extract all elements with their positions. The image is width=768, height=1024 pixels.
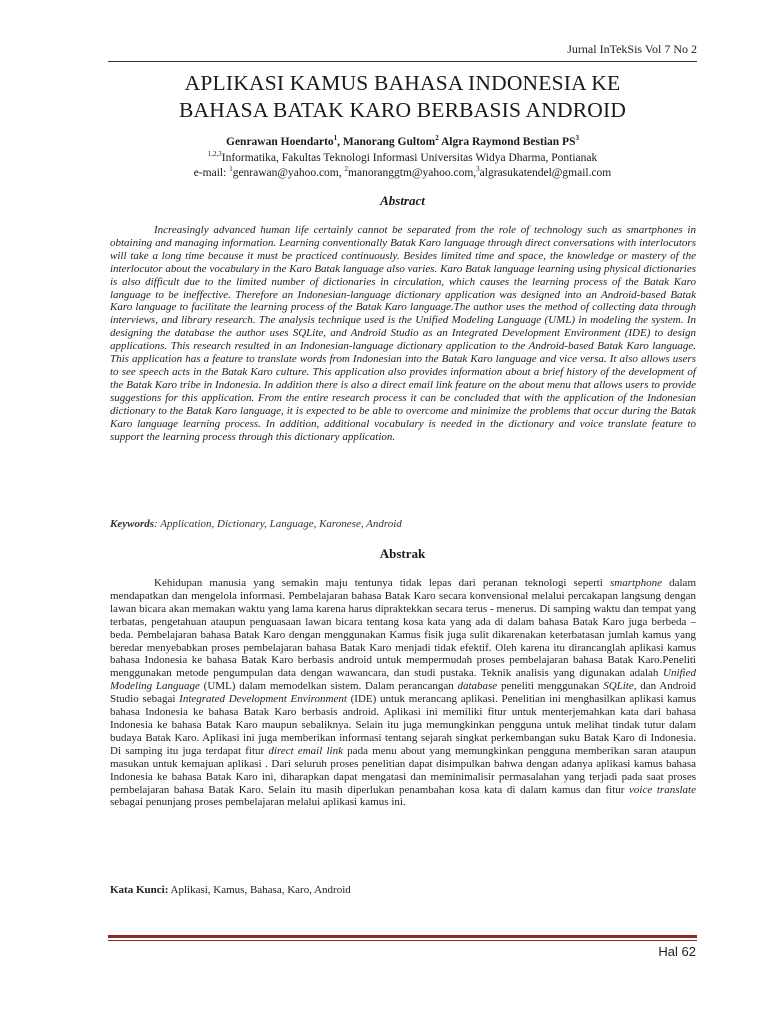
author-emails <box>108 167 697 179</box>
paper-title <box>108 70 697 124</box>
abstract-paragraph: Increasingly advanced human life certainly cannot be separated from the role of technology such as smartphones in obtaining and managing information. Learning conventionally Batak Karo language through direct conversations with interlocutors will take a long time because it must be practiced continuously. Besides limited time and space, the knowledge or mastery of the interlocutor about the vocabulary in the Karo Batak language also varies. Karo Batak language learning using physical dictionaries is also difficult due to the limited number of dictionaries in circulation, which causes the learning process of the Batak Karo language to be ineffective. Therefore an Indonesian-language dictionary application was designed into an Android-based Batak Karo language to facilitate the learning process of the Batak Karo language.The author uses the method of collecting data through interviews, and library research. The analysis technique used is the Unified Modeling Language (UML) in modeling the system. In designing the database the author uses SQLite, and Android Studio as an Integrated Development Environment (IDE) to design applications. This research resulted in an Indonesian-language dictionary application to the Android-based Batak Karo language. This application has a feature to translate words from Indonesian into the Batak Karo language and vice versa. It also allows users to see speech acts in the Batak Karo culture. This application also provides information about a brief history of the development of the Batak Karo tribe in Indonesia. In addition there is also a direct email link feature on the about menu that allows users to provide suggestions for this application. From the entire research process it can be concluded that with the application of the Indonesian dictionary to the Batak Karo language, it is expected to be able to overcome and minimize the problems that occur during the Batak Karo language learning process. In addition, additional vocabulary is needed in the dictionary and voice translate feature to support the learning process through this dictionary application. <box>110 224 696 443</box>
abstrak-term-uml: Unified Modeling Language <box>110 667 696 693</box>
author-1-sup: 1 <box>333 134 338 143</box>
abstrak-term-database: database <box>457 680 498 693</box>
email-1-sup: 1 <box>229 165 233 174</box>
page-number: Hal 62 <box>658 944 696 959</box>
title-line-1: APLIKASI KAMUS BAHASA INDONESIA KE <box>184 71 621 95</box>
abstrak-text-5: , dan Android Studio sebagai <box>110 680 696 706</box>
email-1: genrawan@yahoo.com, <box>232 167 345 179</box>
title-line-2: BAHASA BATAK KARO BERBASIS ANDROID <box>178 98 627 122</box>
author-1: Genrawan Hoendarto <box>226 136 334 148</box>
author-2: , Manorang Gultom <box>337 136 436 148</box>
abstrak-term-voice-translate: voice translate <box>629 783 696 796</box>
footer-rule-thick <box>108 935 697 938</box>
email-3-sup: 3 <box>476 165 480 174</box>
author-3-sup: 3 <box>575 134 579 143</box>
affiliation-sup: 1,2,3 <box>207 150 222 159</box>
footer-rule-thin <box>108 940 697 941</box>
author-list <box>108 136 697 148</box>
abstrak-text-1: Kehidupan manusia yang semakin maju tentunya tidak lepas dari peranan teknologi seperti <box>154 577 611 589</box>
affiliation-text: Informatika, Fakultas Teknologi Informasi Universitas Widya Dharma, Pontianak <box>221 152 598 164</box>
abstrak-text-4: peneliti menggunakan <box>497 680 604 693</box>
abstrak-paragraph <box>110 577 696 809</box>
abstrak-text-2: dalam mendapatkan dan mengelola informasi. Pembelajaran bahasa Batak Karo secara konvensional melalui percakapan langsung dengan lawan bicara akan memakan waktu yang lama karena harus dipraktekkan secara terus - menerus. Di samping waktu dan tempat yang terbatas, pengetahuan ataupun penguasaan lawan bicara tentang kosa kata yang ada di dalam bahasa Batak Karo juga berbeda – beda. Pembelajaran bahasa Batak Karo dengan menggunakan Kamus fisik juga sulit dikarenakan keterbatasan jumlah kamus yang beredar menyebabkan proses pembelajaran bahasa Batak Karo menjadi tidak efektif. Oleh karena itu dirancanglah aplikasi kamus bahasa Indonesia ke bahasa Batak Karo berbasis android untuk mempermudah proses pembelajaran bahasa Batak Karo.Peneliti menggunakan metode pengumpulan data dengan wawancara, dan studi pustaka. Teknik analisis yang digunakan adalah <box>110 577 696 680</box>
email-prefix: e-mail: <box>193 167 230 179</box>
keywords-label: Keywords <box>110 518 154 530</box>
abstrak-text-7: pada menu about yang memungkinkan pengguna memberikan saran ataupun masukan untuk kemajuan aplikasi . Dari seluruh proses penelitian dapat disimpulkan bahwa dengan adanya aplikasi kamus bahasa Indonesia ke bahasa Batak Karo ini, diharapkan dapat mengatasi dan meminimalisir permasalahan yang terjadi pada saat proses pembelajaran bahasa Batak Karo. Selain itu masih diperlukan penambahan kosa kata di dalam kamus dan fitur <box>110 744 697 796</box>
email-2-sup: 2 <box>344 165 349 174</box>
kata-kunci-text: Aplikasi, Kamus, Bahasa, Karo, Android <box>168 884 351 896</box>
abstrak-text-3: (UML) dalam memodelkan sistem. Dalam perancangan <box>199 680 458 693</box>
author-2-sup: 2 <box>435 134 439 143</box>
keywords-text: : Application, Dictionary, Language, Karonese, Android <box>154 518 402 530</box>
abstrak-text-8: sebagai penunjang proses pembelajaran melalui aplikasi kamus ini. <box>110 796 406 809</box>
journal-running-header: Jurnal InTekSis Vol 7 No 2 <box>567 42 697 56</box>
abstrak-heading: Abstrak <box>379 546 426 561</box>
email-3: algrasukatendel@gmail.com <box>479 167 612 179</box>
email-2: manoranggtm@yahoo.com, <box>348 167 477 179</box>
abstrak-body <box>110 577 696 809</box>
abstrak-term-ide: Integrated Development Environment <box>179 693 347 706</box>
header-rule <box>108 61 697 62</box>
abstrak-term-smartphone: smartphone <box>610 577 662 589</box>
abstract-body <box>110 224 696 443</box>
author-3: Algra Raymond Bestian PS <box>438 136 576 148</box>
kata-kunci-line <box>110 884 696 896</box>
abstrak-term-sqlite: SQLite <box>603 680 634 693</box>
keywords-line <box>110 518 696 530</box>
abstract-heading: Abstract <box>380 193 425 208</box>
kata-kunci-label: Kata Kunci: <box>110 884 169 896</box>
abstrak-term-email-link: direct email link <box>268 744 343 757</box>
abstrak-text-6: (IDE) untuk merancang aplikasi. Penelitian ini menghasilkan aplikasi kamus bahasa Indonesia ke bahasa Batak Karo berbasis android. Aplikasi ini memiliki fitur untuk menterjemahkan kata dari bahasa Indonesia ke bahasa Batak Karo maupun sebaliknya. Selain itu juga memungkinkan pengguna untuk melihat tindak tutur dalam budaya Batak Karo. Aplikasi ini juga memberikan informasi tentang sejarah singkat perkembangan suku Batak Karo di Indonesia. Di samping itu juga terdapat fitur <box>110 693 696 757</box>
affiliation <box>108 152 697 164</box>
